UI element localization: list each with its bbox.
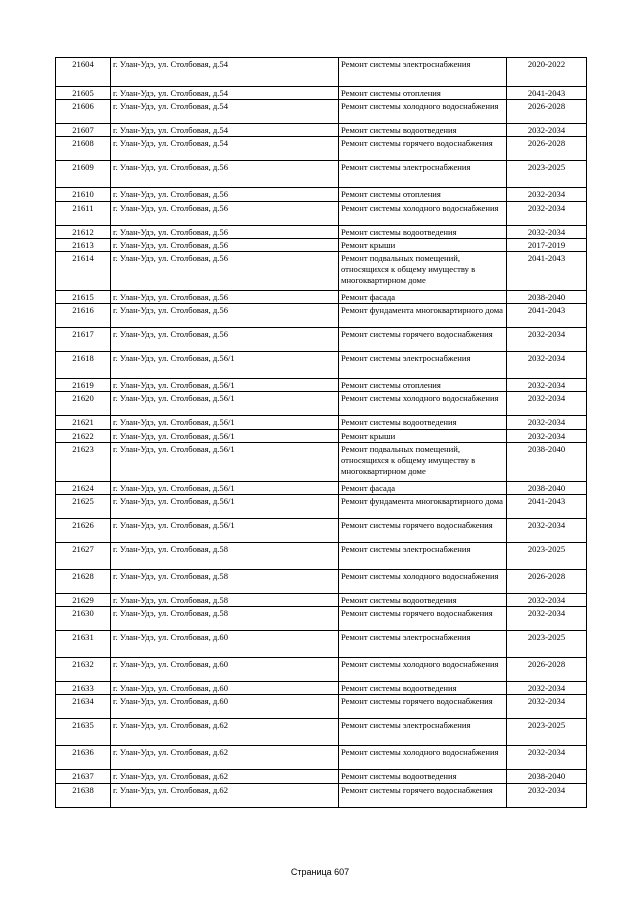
row-id: 21628	[56, 570, 111, 594]
table-row	[56, 607, 587, 631]
row-years: 2026-2028	[507, 570, 587, 594]
row-years: 2041-2043	[507, 495, 587, 519]
table-row	[56, 481, 587, 494]
row-id: 21608	[56, 137, 111, 161]
table-row	[56, 304, 587, 328]
row-work-type: Ремонт крыши	[339, 238, 507, 251]
row-id: 21629	[56, 594, 111, 607]
table-row	[56, 137, 587, 161]
row-address: г. Улан-Удэ, ул. Столбовая, д.54	[111, 58, 339, 87]
table-row	[56, 543, 587, 570]
row-work-type: Ремонт системы холодного водоснабжения	[339, 570, 507, 594]
row-work-type: Ремонт системы электроснабжения	[339, 58, 507, 87]
row-years: 2032-2034	[507, 607, 587, 631]
row-address: г. Улан-Удэ, ул. Столбовая, д.58	[111, 543, 339, 570]
row-work-type: Ремонт системы отопления	[339, 87, 507, 100]
row-work-type: Ремонт системы водоотведения	[339, 124, 507, 137]
row-years: 2032-2034	[507, 429, 587, 442]
row-years: 2032-2034	[507, 188, 587, 201]
row-address: г. Улан-Удэ, ул. Столбовая, д.56	[111, 304, 339, 328]
row-id: 21625	[56, 495, 111, 519]
row-id: 21610	[56, 188, 111, 201]
row-years: 2020-2022	[507, 58, 587, 87]
table-row	[56, 379, 587, 392]
row-work-type: Ремонт системы электроснабжения	[339, 543, 507, 570]
row-id: 21615	[56, 291, 111, 304]
table-row	[56, 161, 587, 188]
row-years: 2032-2034	[507, 328, 587, 352]
row-id: 21636	[56, 746, 111, 770]
table-row	[56, 124, 587, 137]
row-id: 21620	[56, 392, 111, 416]
row-work-type: Ремонт фасада	[339, 291, 507, 304]
table-row	[56, 87, 587, 100]
row-work-type: Ремонт системы электроснабжения	[339, 719, 507, 746]
row-id: 21613	[56, 238, 111, 251]
row-years: 2032-2034	[507, 352, 587, 379]
row-address: г. Улан-Удэ, ул. Столбовая, д.56	[111, 188, 339, 201]
row-address: г. Улан-Удэ, ул. Столбовая, д.54	[111, 87, 339, 100]
table-row	[56, 58, 587, 87]
row-id: 21637	[56, 770, 111, 783]
row-id: 21605	[56, 87, 111, 100]
row-address: г. Улан-Удэ, ул. Столбовая, д.56/1	[111, 442, 339, 481]
row-id: 21611	[56, 201, 111, 225]
row-work-type: Ремонт крыши	[339, 429, 507, 442]
row-id: 21612	[56, 225, 111, 238]
table-row	[56, 695, 587, 719]
row-address: г. Улан-Удэ, ул. Столбовая, д.60	[111, 631, 339, 658]
row-work-type: Ремонт системы электроснабжения	[339, 161, 507, 188]
row-years: 2032-2034	[507, 392, 587, 416]
table-row	[56, 682, 587, 695]
row-years: 2038-2040	[507, 481, 587, 494]
row-years: 2026-2028	[507, 137, 587, 161]
row-address: г. Улан-Удэ, ул. Столбовая, д.60	[111, 695, 339, 719]
row-id: 21638	[56, 783, 111, 807]
row-work-type: Ремонт системы горячего водоснабжения	[339, 695, 507, 719]
row-work-type: Ремонт фундамента многоквартирного дома	[339, 304, 507, 328]
row-address: г. Улан-Удэ, ул. Столбовая, д.54	[111, 124, 339, 137]
row-address: г. Улан-Удэ, ул. Столбовая, д.58	[111, 607, 339, 631]
row-work-type: Ремонт системы водоотведения	[339, 594, 507, 607]
row-work-type: Ремонт подвальных помещений, относящихся к общему имуществу в многоквартирном доме	[339, 442, 507, 481]
row-address: г. Улан-Удэ, ул. Столбовая, д.62	[111, 770, 339, 783]
table-row	[56, 442, 587, 481]
row-years: 2041-2043	[507, 87, 587, 100]
row-id: 21632	[56, 658, 111, 682]
row-id: 21621	[56, 416, 111, 429]
row-id: 21617	[56, 328, 111, 352]
table-body	[56, 58, 587, 808]
row-years: 2017-2019	[507, 238, 587, 251]
row-address: г. Улан-Удэ, ул. Столбовая, д.56/1	[111, 352, 339, 379]
row-years: 2032-2034	[507, 124, 587, 137]
row-work-type: Ремонт системы холодного водоснабжения	[339, 392, 507, 416]
row-id: 21626	[56, 519, 111, 543]
row-years: 2023-2025	[507, 543, 587, 570]
row-years: 2032-2034	[507, 783, 587, 807]
row-address: г. Улан-Удэ, ул. Столбовая, д.56/1	[111, 495, 339, 519]
table-row	[56, 631, 587, 658]
row-address: г. Улан-Удэ, ул. Столбовая, д.56/1	[111, 392, 339, 416]
row-years: 2032-2034	[507, 416, 587, 429]
row-id: 21631	[56, 631, 111, 658]
row-id: 21614	[56, 252, 111, 291]
table-row	[56, 328, 587, 352]
row-address: г. Улан-Удэ, ул. Столбовая, д.56	[111, 238, 339, 251]
row-work-type: Ремонт системы водоотведения	[339, 225, 507, 238]
row-address: г. Улан-Удэ, ул. Столбовая, д.56/1	[111, 519, 339, 543]
row-address: г. Улан-Удэ, ул. Столбовая, д.56/1	[111, 481, 339, 494]
row-work-type: Ремонт системы холодного водоснабжения	[339, 201, 507, 225]
table-row	[56, 238, 587, 251]
row-work-type: Ремонт системы горячего водоснабжения	[339, 783, 507, 807]
row-work-type: Ремонт системы отопления	[339, 188, 507, 201]
row-id: 21622	[56, 429, 111, 442]
row-id: 21633	[56, 682, 111, 695]
row-years: 2032-2034	[507, 225, 587, 238]
row-years: 2032-2034	[507, 519, 587, 543]
row-address: г. Улан-Удэ, ул. Столбовая, д.56/1	[111, 429, 339, 442]
row-address: г. Улан-Удэ, ул. Столбовая, д.56/1	[111, 379, 339, 392]
row-years: 2023-2025	[507, 631, 587, 658]
row-id: 21634	[56, 695, 111, 719]
row-work-type: Ремонт системы электроснабжения	[339, 631, 507, 658]
table-row	[56, 770, 587, 783]
row-id: 21607	[56, 124, 111, 137]
row-years: 2026-2028	[507, 658, 587, 682]
row-years: 2032-2034	[507, 379, 587, 392]
row-years: 2032-2034	[507, 682, 587, 695]
row-address: г. Улан-Удэ, ул. Столбовая, д.56	[111, 225, 339, 238]
table-row	[56, 519, 587, 543]
table-row	[56, 429, 587, 442]
row-work-type: Ремонт системы горячего водоснабжения	[339, 137, 507, 161]
table-row	[56, 100, 587, 124]
row-work-type: Ремонт системы водоотведения	[339, 770, 507, 783]
row-id: 21604	[56, 58, 111, 87]
row-address: г. Улан-Удэ, ул. Столбовая, д.56	[111, 252, 339, 291]
row-id: 21630	[56, 607, 111, 631]
table-row	[56, 392, 587, 416]
row-address: г. Улан-Удэ, ул. Столбовая, д.56	[111, 328, 339, 352]
table-row	[56, 225, 587, 238]
row-address: г. Улан-Удэ, ул. Столбовая, д.56	[111, 201, 339, 225]
row-work-type: Ремонт подвальных помещений, относящихся к общему имуществу в многоквартирном доме	[339, 252, 507, 291]
works-table	[55, 57, 587, 808]
row-address: г. Улан-Удэ, ул. Столбовая, д.56	[111, 291, 339, 304]
table-row	[56, 719, 587, 746]
row-address: г. Улан-Удэ, ул. Столбовая, д.58	[111, 570, 339, 594]
row-work-type: Ремонт системы электроснабжения	[339, 352, 507, 379]
row-work-type: Ремонт фасада	[339, 481, 507, 494]
row-id: 21616	[56, 304, 111, 328]
row-address: г. Улан-Удэ, ул. Столбовая, д.62	[111, 746, 339, 770]
table-row	[56, 658, 587, 682]
row-address: г. Улан-Удэ, ул. Столбовая, д.54	[111, 100, 339, 124]
row-years: 2032-2034	[507, 746, 587, 770]
row-work-type: Ремонт системы отопления	[339, 379, 507, 392]
row-address: г. Улан-Удэ, ул. Столбовая, д.54	[111, 137, 339, 161]
row-id: 21618	[56, 352, 111, 379]
row-address: г. Улан-Удэ, ул. Столбовая, д.62	[111, 783, 339, 807]
row-years: 2023-2025	[507, 719, 587, 746]
table-row	[56, 252, 587, 291]
row-work-type: Ремонт системы холодного водоснабжения	[339, 100, 507, 124]
row-work-type: Ремонт системы холодного водоснабжения	[339, 746, 507, 770]
row-work-type: Ремонт системы водоотведения	[339, 416, 507, 429]
row-work-type: Ремонт системы горячего водоснабжения	[339, 519, 507, 543]
page-number: Страница 607	[290, 867, 350, 877]
row-work-type: Ремонт фундамента многоквартирного дома	[339, 495, 507, 519]
table-row	[56, 352, 587, 379]
table-row	[56, 416, 587, 429]
row-work-type: Ремонт системы водоотведения	[339, 682, 507, 695]
row-years: 2038-2040	[507, 442, 587, 481]
row-id: 21619	[56, 379, 111, 392]
table-row	[56, 495, 587, 519]
row-address: г. Улан-Удэ, ул. Столбовая, д.56/1	[111, 416, 339, 429]
row-years: 2032-2034	[507, 201, 587, 225]
row-years: 2041-2043	[507, 252, 587, 291]
row-work-type: Ремонт системы холодного водоснабжения	[339, 658, 507, 682]
row-work-type: Ремонт системы горячего водоснабжения	[339, 328, 507, 352]
row-address: г. Улан-Удэ, ул. Столбовая, д.62	[111, 719, 339, 746]
row-years: 2038-2040	[507, 291, 587, 304]
row-address: г. Улан-Удэ, ул. Столбовая, д.58	[111, 594, 339, 607]
row-id: 21606	[56, 100, 111, 124]
row-years: 2041-2043	[507, 304, 587, 328]
row-id: 21624	[56, 481, 111, 494]
table-row	[56, 570, 587, 594]
row-years: 2038-2040	[507, 770, 587, 783]
table-row	[56, 746, 587, 770]
row-id: 21609	[56, 161, 111, 188]
row-id: 21627	[56, 543, 111, 570]
row-work-type: Ремонт системы горячего водоснабжения	[339, 607, 507, 631]
row-years: 2026-2028	[507, 100, 587, 124]
row-years: 2032-2034	[507, 695, 587, 719]
row-address: г. Улан-Удэ, ул. Столбовая, д.56	[111, 161, 339, 188]
table-row	[56, 201, 587, 225]
row-years: 2023-2025	[507, 161, 587, 188]
table-row	[56, 188, 587, 201]
row-id: 21635	[56, 719, 111, 746]
row-id: 21623	[56, 442, 111, 481]
row-address: г. Улан-Удэ, ул. Столбовая, д.60	[111, 682, 339, 695]
table-row	[56, 783, 587, 807]
row-years: 2032-2034	[507, 594, 587, 607]
row-address: г. Улан-Удэ, ул. Столбовая, д.60	[111, 658, 339, 682]
table-row	[56, 594, 587, 607]
table-row	[56, 291, 587, 304]
